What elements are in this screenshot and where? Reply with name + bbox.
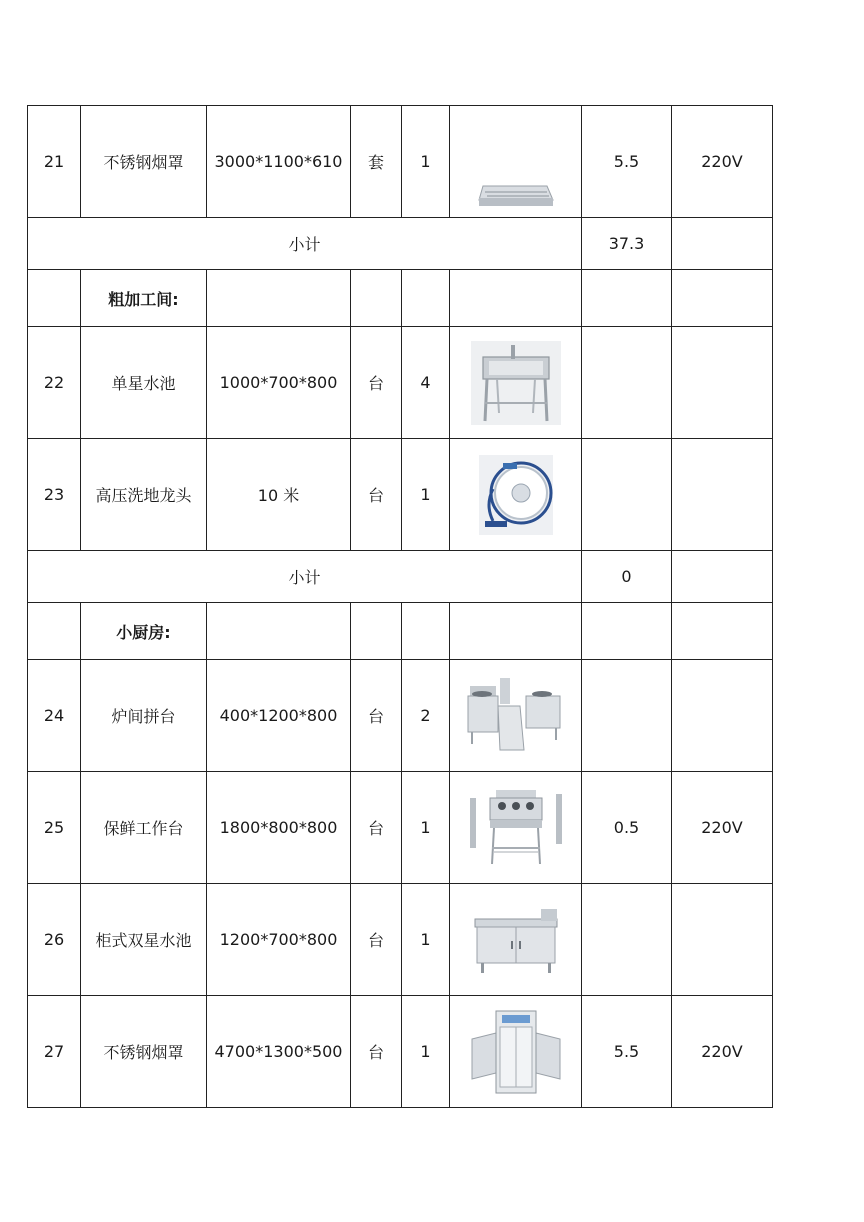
item-power	[582, 884, 672, 996]
item-unit: 台	[351, 327, 402, 439]
item-voltage: 220V	[672, 106, 773, 218]
item-number: 26	[28, 884, 81, 996]
item-quantity: 1	[402, 772, 450, 884]
table-row	[28, 106, 773, 218]
item-spec: 1800*800*800	[207, 772, 351, 884]
item-number: 21	[28, 106, 81, 218]
item-quantity: 2	[402, 660, 450, 772]
item-spec: 3000*1100*610	[207, 106, 351, 218]
table-row	[28, 327, 773, 439]
section-title: 小厨房:	[81, 603, 207, 660]
item-name: 不锈钢烟罩	[81, 106, 207, 218]
subtotal-power: 37.3	[582, 218, 672, 270]
subtotal-row	[28, 551, 773, 603]
cabinet-double-sink-image	[471, 905, 561, 975]
subtotal-row	[28, 218, 773, 270]
item-number: 27	[28, 996, 81, 1108]
item-power: 0.5	[582, 772, 672, 884]
section-row	[28, 270, 773, 327]
item-power	[582, 327, 672, 439]
item-image-cell	[450, 327, 582, 439]
item-spec: 4700*1300*500	[207, 996, 351, 1108]
stove-filler-table-image	[464, 676, 568, 756]
item-voltage: 220V	[672, 996, 773, 1108]
item-number: 22	[28, 327, 81, 439]
item-unit: 台	[351, 996, 402, 1108]
table-row	[28, 884, 773, 996]
item-image-cell	[450, 660, 582, 772]
item-quantity: 1	[402, 439, 450, 551]
item-number: 24	[28, 660, 81, 772]
item-quantity: 1	[402, 884, 450, 996]
item-power: 5.5	[582, 106, 672, 218]
equipment-table	[27, 105, 773, 1108]
item-quantity: 4	[402, 327, 450, 439]
item-name: 不锈钢烟罩	[81, 996, 207, 1108]
item-power: 5.5	[582, 996, 672, 1108]
item-quantity: 1	[402, 996, 450, 1108]
hose-reel-image	[479, 455, 553, 535]
item-name: 高压洗地龙头	[81, 439, 207, 551]
item-spec: 1200*700*800	[207, 884, 351, 996]
item-number: 23	[28, 439, 81, 551]
subtotal-voltage	[672, 551, 773, 603]
item-number: 25	[28, 772, 81, 884]
item-image-cell	[450, 772, 582, 884]
range-hood-image	[461, 112, 571, 212]
subtotal-label: 小计	[28, 218, 582, 270]
item-voltage	[672, 327, 773, 439]
section-row	[28, 603, 773, 660]
item-name: 保鲜工作台	[81, 772, 207, 884]
item-voltage	[672, 884, 773, 996]
item-unit: 套	[351, 106, 402, 218]
table-row	[28, 996, 773, 1108]
table-row	[28, 660, 773, 772]
item-voltage: 220V	[672, 772, 773, 884]
table-row	[28, 772, 773, 884]
item-power	[582, 660, 672, 772]
item-name: 单星水池	[81, 327, 207, 439]
subtotal-label: 小计	[28, 551, 582, 603]
dish-cabinet-image	[468, 1009, 564, 1095]
item-image-cell	[450, 439, 582, 551]
item-name: 炉间拼台	[81, 660, 207, 772]
item-unit: 台	[351, 884, 402, 996]
item-spec: 400*1200*800	[207, 660, 351, 772]
burner-range-image	[466, 786, 566, 870]
item-spec: 10 米	[207, 439, 351, 551]
item-image-cell	[450, 996, 582, 1108]
item-image-cell	[450, 884, 582, 996]
subtotal-power: 0	[582, 551, 672, 603]
item-quantity: 1	[402, 106, 450, 218]
item-voltage	[672, 660, 773, 772]
item-spec: 1000*700*800	[207, 327, 351, 439]
table-row	[28, 439, 773, 551]
item-voltage	[672, 439, 773, 551]
single-sink-image	[471, 341, 561, 425]
item-name: 柜式双星水池	[81, 884, 207, 996]
section-title: 粗加工间:	[81, 270, 207, 327]
item-unit: 台	[351, 439, 402, 551]
item-unit: 台	[351, 772, 402, 884]
subtotal-voltage	[672, 218, 773, 270]
item-power	[582, 439, 672, 551]
item-unit: 台	[351, 660, 402, 772]
item-image-cell	[450, 106, 582, 218]
